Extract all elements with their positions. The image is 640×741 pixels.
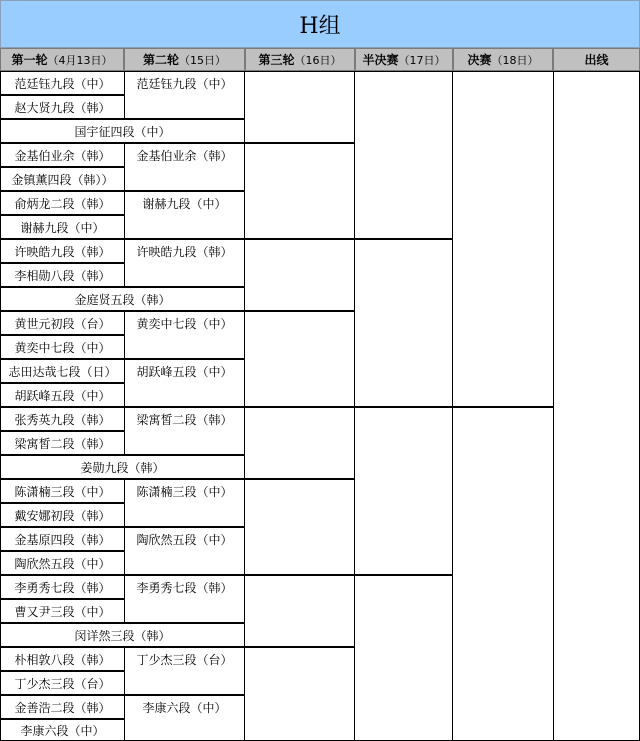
header-semifinal-date: （17日）	[398, 53, 446, 67]
header-round1-label: 第一轮	[11, 53, 48, 67]
r1-player: 张秀英九段（韩）	[0, 407, 125, 431]
r3-slot	[244, 311, 355, 407]
semifinal-slot	[354, 575, 453, 741]
r3-slot	[244, 407, 355, 479]
r1-player: 陈潇楠三段（中）	[0, 479, 125, 503]
r2-winner: 丁少杰三段（台）	[124, 647, 245, 695]
r1-player: 陶欣然五段（中）	[0, 551, 125, 575]
r3-slot	[244, 71, 355, 143]
r1-bye-player: 国宇征四段（中）	[0, 119, 245, 143]
r1-player: 梁寓皙二段（韩）	[0, 431, 125, 455]
r1-player: 曹又尹三段（中）	[0, 599, 125, 623]
final-slot	[452, 71, 554, 407]
r3-slot	[244, 575, 355, 647]
r2-winner: 黄奕中七段（中）	[124, 311, 245, 359]
r3-slot	[244, 239, 355, 311]
group-title: H组	[0, 0, 640, 48]
header-row	[0, 48, 640, 71]
r1-player: 范廷钰九段（中）	[0, 71, 125, 95]
r1-player: 金镇薰四段（韩））	[0, 167, 125, 191]
r2-winner: 陶欣然五段（中）	[124, 527, 245, 575]
r1-player: 金基原四段（韩）	[0, 527, 125, 551]
r1-player: 戴安娜初段（韩）	[0, 503, 125, 527]
header-semifinal-label: 半决赛	[362, 53, 399, 67]
r1-player: 谢赫九段（中）	[0, 215, 125, 239]
r1-player: 俞炳龙二段（韩）	[0, 191, 125, 215]
r1-bye-player: 金庭贤五段（韩）	[0, 287, 245, 311]
r1-player: 胡跃峰五段（中）	[0, 383, 125, 407]
r1-player: 志田达哉七段（日）	[0, 359, 125, 383]
header-qualifier	[553, 48, 640, 71]
r2-winner: 李勇秀七段（韩）	[124, 575, 245, 623]
r1-player: 朴相敦八段（韩）	[0, 647, 125, 671]
r1-player: 黄世元初段（台）	[0, 311, 125, 335]
semifinal-slot	[354, 407, 453, 575]
r3-slot	[244, 479, 355, 575]
semifinal-slot	[354, 239, 453, 407]
header-round2-label: 第二轮	[142, 53, 179, 67]
header-round3	[245, 48, 355, 71]
r1-player: 李康六段（中）	[0, 719, 125, 741]
qualifier-slot	[553, 71, 640, 741]
r1-bye-player: 姜勋九段（韩）	[0, 455, 245, 479]
header-round3-label: 第三轮	[258, 53, 295, 67]
final-slot	[452, 407, 554, 741]
header-qualifier-label: 出线	[584, 53, 609, 67]
r1-bye-player: 闵详然三段（韩）	[0, 623, 245, 647]
header-final-label: 决赛	[467, 53, 492, 67]
header-final-date: （18日）	[491, 53, 539, 67]
r2-winner: 陈潇楠三段（中）	[124, 479, 245, 527]
r3-slot	[244, 143, 355, 239]
header-round1-date: （4月13日）	[47, 53, 113, 67]
header-round2	[124, 48, 245, 71]
r2-winner: 胡跃峰五段（中）	[124, 359, 245, 407]
r1-player: 赵大贤九段（韩）	[0, 95, 125, 119]
r2-winner: 梁寓皙二段（韩）	[124, 407, 245, 455]
r3-slot	[244, 647, 355, 741]
r1-player: 许映皓九段（韩）	[0, 239, 125, 263]
header-round3-date: （16日）	[294, 53, 342, 67]
r1-player: 李勇秀七段（韩）	[0, 575, 125, 599]
r1-player: 金基伯业余（韩）	[0, 143, 125, 167]
r2-winner: 金基伯业余（韩）	[124, 143, 245, 191]
r1-player: 丁少杰三段（台）	[0, 671, 125, 695]
header-semifinal	[355, 48, 453, 71]
header-round1	[0, 48, 124, 71]
r2-winner: 许映皓九段（韩）	[124, 239, 245, 287]
header-round2-date: （15日）	[179, 53, 226, 67]
r1-player: 金善浩二段（韩）	[0, 695, 125, 719]
r2-winner: 李康六段（中）	[124, 695, 245, 741]
r1-player: 黄奕中七段（中）	[0, 335, 125, 359]
r1-player: 李相勋八段（韩）	[0, 263, 125, 287]
r2-winner: 谢赫九段（中）	[124, 191, 245, 239]
semifinal-slot	[354, 71, 453, 239]
bracket-grid	[0, 71, 640, 741]
header-final	[453, 48, 553, 71]
r2-winner: 范廷钰九段（中）	[124, 71, 245, 119]
